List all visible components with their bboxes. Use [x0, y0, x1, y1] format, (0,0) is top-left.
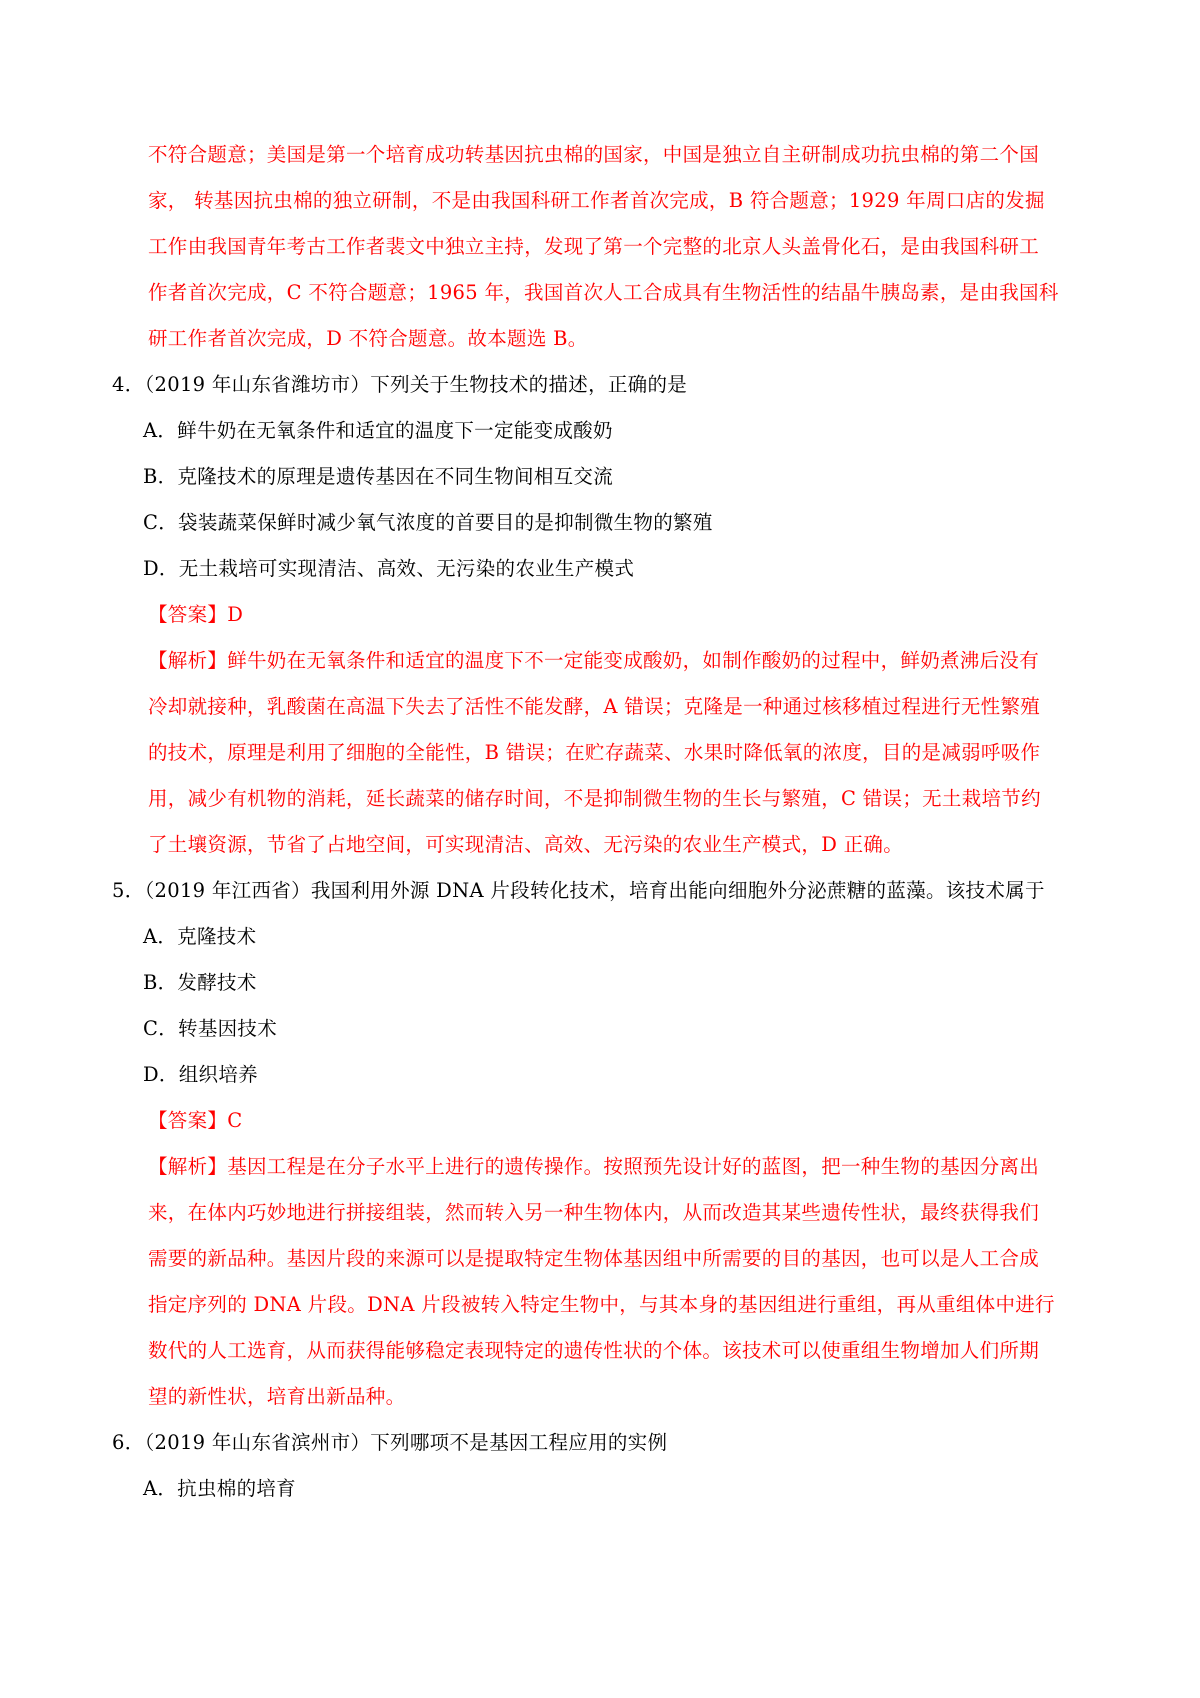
question-4-option-c: C．袋装蔬菜保鲜时减少氧气浓度的首要目的是抑制微生物的繁殖	[143, 511, 713, 534]
question-4-explanation-line: 冷却就接种，乳酸菌在高温下失去了活性不能发酵，A 错误；克隆是一种通过核移植过程进行无性繁殖	[148, 695, 1041, 718]
prev-explanation-line: 研工作者首次完成，D 不符合题意。故本题选 B。	[148, 327, 588, 350]
question-4-option-b: B．克隆技术的原理是遗传基因在不同生物间相互交流	[143, 465, 614, 488]
question-4-stem: 4．（2019 年山东省潍坊市）下列关于生物技术的描述，正确的是	[112, 373, 688, 396]
question-4-answer: 【答案】D	[148, 603, 244, 626]
question-6-stem: 6．（2019 年山东省滨州市）下列哪项不是基因工程应用的实例	[112, 1431, 668, 1454]
question-5-explanation-line: 数代的人工选育，从而获得能够稳定表现特定的遗传性状的个体。该技术可以使重组生物增加人们所期	[148, 1339, 1040, 1362]
question-4-option-d: D．无土栽培可实现清洁、高效、无污染的农业生产模式	[143, 557, 635, 580]
question-4-explanation-line: 了土壤资源，节省了占地空间，可实现清洁、高效、无污染的农业生产模式，D 正确。	[148, 833, 904, 856]
question-5-explanation-line: 望的新性状，培育出新品种。	[148, 1385, 406, 1408]
question-4-explanation-line: 的技术，原理是利用了细胞的全能性，B 错误；在贮存蔬菜、水果时降低氧的浓度，目的是减弱呼吸作	[148, 741, 1041, 764]
question-5-option-d: D．组织培养	[143, 1063, 258, 1086]
question-5-option-b: B．发酵技术	[143, 971, 257, 994]
question-5-option-a: A．克隆技术	[143, 925, 257, 948]
question-5-stem: 5．（2019 年江西省）我国利用外源 DNA 片段转化技术，培育出能向细胞外分泌蔗糖的蓝藻。该技术属于	[112, 879, 1045, 902]
question-4-explanation-line: 用，减少有机物的消耗，延长蔬菜的储存时间，不是抑制微生物的生长与繁殖，C 错误；无土栽培节约	[148, 787, 1041, 810]
prev-explanation-line: 不符合题意；美国是第一个培育成功转基因抗虫棉的国家，中国是独立自主研制成功抗虫棉的第二个国	[148, 143, 1040, 166]
question-5-explanation-line: 指定序列的 DNA 片段。DNA 片段被转入特定生物中，与其本身的基因组进行重组，再从重组体中进行	[148, 1293, 1055, 1316]
question-5-option-c: C．转基因技术	[143, 1017, 278, 1040]
question-4-option-a: A．鲜牛奶在无氧条件和适宜的温度下一定能变成酸奶	[143, 419, 613, 442]
question-5-explanation-line: 来，在体内巧妙地进行拼接组装，然而转入另一种生物体内，从而改造其某些遗传性状，最终获得我们	[148, 1201, 1040, 1224]
question-4-explanation-line: 【解析】鲜牛奶在无氧条件和适宜的温度下不一定能变成酸奶，如制作酸奶的过程中，鲜奶煮沸后没有	[148, 649, 1040, 672]
question-6-option-a: A．抗虫棉的培育	[143, 1477, 296, 1500]
question-5-explanation-line: 【解析】基因工程是在分子水平上进行的遗传操作。按照预先设计好的蓝图，把一种生物的基因分离出	[148, 1155, 1040, 1178]
question-5-answer: 【答案】C	[148, 1109, 243, 1132]
prev-explanation-line: 作者首次完成，C 不符合题意；1965 年，我国首次人工合成具有生物活性的结晶牛胰岛素，是由我国科	[148, 281, 1059, 304]
prev-explanation-line: 家， 转基因抗虫棉的独立研制，不是由我国科研工作者首次完成，B 符合题意；1929 年周口店的发掘	[148, 189, 1045, 212]
prev-explanation-line: 工作由我国青年考古工作者裴文中独立主持，发现了第一个完整的北京人头盖骨化石，是由我国科研工	[148, 235, 1040, 258]
question-5-explanation-line: 需要的新品种。基因片段的来源可以是提取特定生物体基因组中所需要的目的基因，也可以是人工合成	[148, 1247, 1040, 1270]
